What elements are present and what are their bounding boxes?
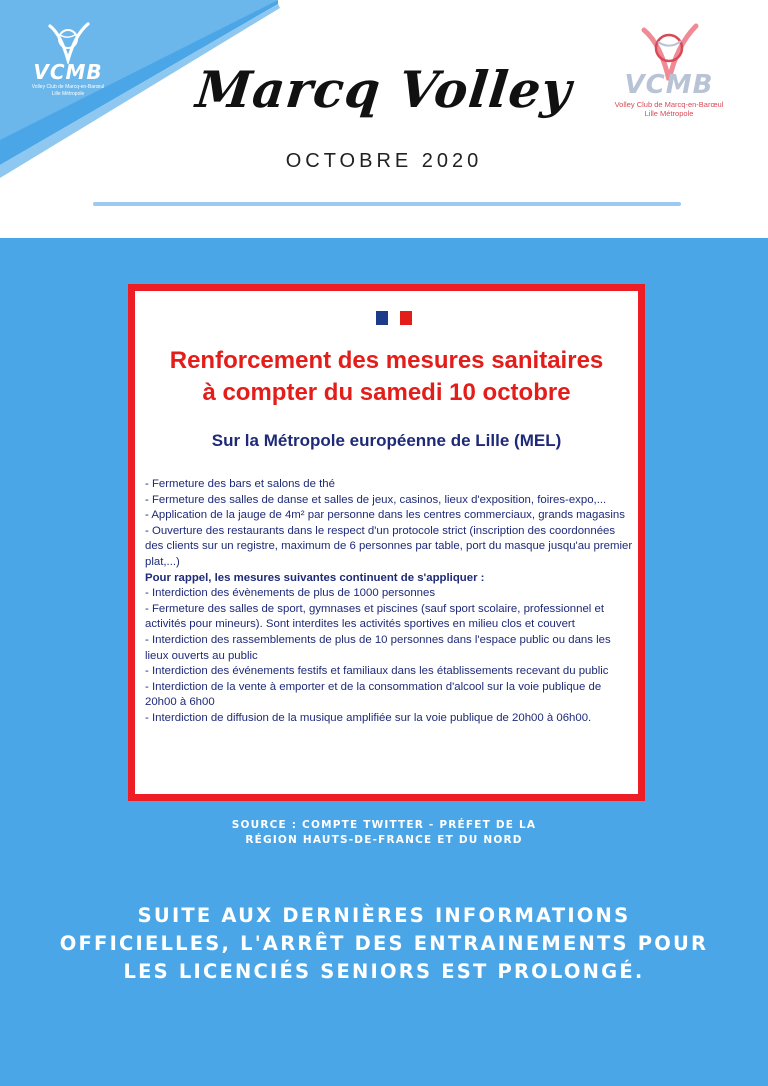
source-caption-line-2: RÉGION HAUTS-DE-FRANCE ET DU NORD [245,834,523,846]
page-subtitle-date: OCTOBRE 2020 [285,150,483,172]
page-title: Marcq Volley [193,60,575,119]
list-item: - Fermeture des salles de danse et salles de jeux, casinos, lieux d'exposition, foires-expo,... [145,493,607,506]
poster-headline-line-2: à compter du samedi 10 octobre [202,379,571,406]
list-item: - Interdiction de la vente à emporter et de la consommation d'alcool sur la voie publique de 20h00 à 6h00 [145,680,602,709]
list-item: - Application de la jauge de 4m² par personne dans les centres commerciaux, grands magasins [145,509,625,522]
list-item: - Fermeture des bars et salons de thé [145,478,335,490]
announcement-line-2: OFFICIELLES, L'ARRÊT DES ENTRAINEMENTS POUR [59,932,709,955]
announcement-line-1: SUITE AUX DERNIÈRES INFORMATIONS [137,904,631,927]
list-item: - Interdiction des évènements de plus de 1000 personnes [145,587,436,600]
logo-wordmark: VCMB [624,70,714,100]
poster-headline [135,345,638,409]
source-caption-line-1: SOURCE : COMPTE TWITTER - PRÉFET DE LA [231,819,537,831]
measures-list [145,477,635,727]
french-republic-flag-icon [376,311,412,325]
logo-club-region: Lille Métropole [644,109,694,118]
announcement-line-3: LES LICENCIÉS SENIORS EST PROLONGÉ. [123,960,645,983]
poster-area-heading: Sur la Métropole européenne de Lille (MEL) [211,431,562,450]
logo-club-region: Lille Métropole [51,91,85,97]
logo-club-name: Volley Club de Marcq-en-Barœul [31,84,105,90]
club-logo-left [22,22,114,98]
header-divider [93,202,681,206]
logo-wordmark: VCMB [33,60,103,84]
club-logo-right [604,22,734,118]
volleyball-v-logo-icon [44,22,92,64]
list-item: - Interdiction de diffusion de la musique amplifiée sur la voie publique de 20h00 à 06h00. [145,711,592,724]
page-header [0,0,768,238]
reminder-heading: Pour rappel, les mesures suivantes continuent de s'appliquer : [145,571,485,584]
source-caption [180,818,588,848]
training-suspension-announcement [40,902,728,986]
list-item: - Interdiction des rassemblements de plus de 10 personnes dans l'espace public ou dans les lieux ouverts au public [145,633,611,662]
list-item: - Ouverture des restaurants dans le respect d'un protocole strict (inscription des coordonnées des clients sur un registre, maximum de 6 personnes par table, port du masque jusqu'au premier plat,...) [145,524,633,568]
poster-headline-line-1: Renforcement des mesures sanitaires [169,347,604,374]
list-item: - Interdiction des événements festifs et familiaux dans les établissements recevant du public [145,665,609,678]
prefecture-announcement-image [128,284,645,801]
logo-club-name: Volley Club de Marcq-en-Barœul [614,100,724,109]
list-item: - Fermeture des salles de sport, gymnases et piscines (sauf sport scolaire, professionnel et activités pour mineurs). Sont interdites les activités sportives en milieu clos et couvert [145,602,604,631]
